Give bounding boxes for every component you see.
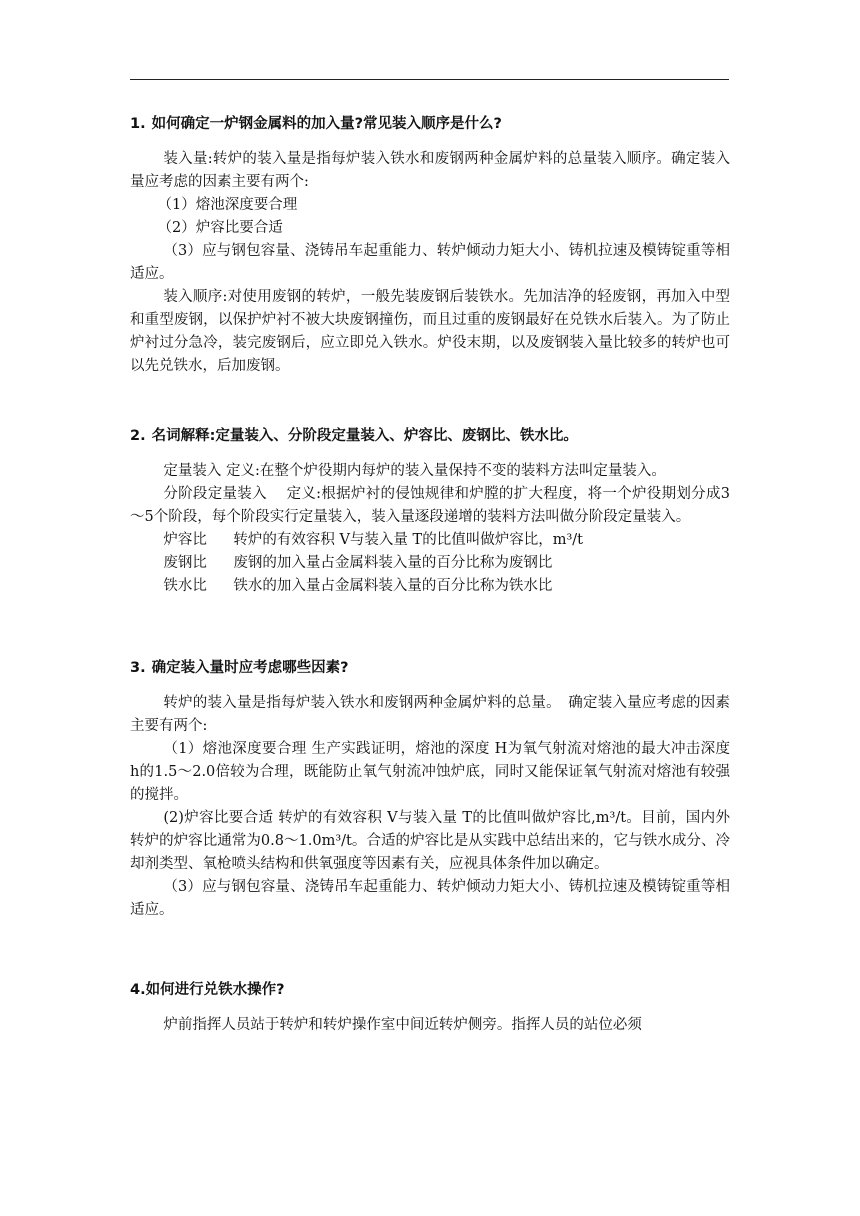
term-label: 铁水比 — [163, 578, 207, 594]
term-definition: 废钢的加入量占金属料装入量的百分比称为废钢比 — [233, 555, 553, 571]
question-1-heading — [130, 112, 730, 136]
question-3-title: 确定装入量时应考虑哪些因素? — [151, 660, 349, 676]
question-2-title: 名词解释:定量装入、分阶段定量装入、炉容比、废钢比、铁水比。 — [151, 428, 578, 444]
term-definition: 铁水的加入量占金属料装入量的百分比称为铁水比 — [233, 578, 553, 594]
q1-item-2: （2）炉容比要合适 — [157, 220, 283, 236]
q3-item-1: （1）熔池深度要合理 生产实践证明，熔池的深度 H为氧气射流对熔池的最大冲击深度 h的1.5～2.0倍较为合理，既能防止氧气射流冲蚀炉底，同时又能保证氧气射流对熔池有较强的搅拌。 — [130, 741, 730, 803]
q3-paragraph-intro: 转炉的装入量是指每炉装入铁水和废钢两种金属炉料的总量。 确定装入量应考虑的因素主要有两个: — [130, 695, 730, 734]
q1-paragraph-order: 装入顺序:对使用废钢的转炉，一般先装废钢后装铁水。先加洁净的轻废钢，再加入中型和重型废钢，以保护炉衬不被大块废钢撞伤，而且过重的废钢最好在兑铁水后装入。为了防止炉衬过分急冷，装完废钢后，应立即兑入铁水。炉役末期，以及废钢装入量比较多的转炉也可以先兑铁水，后加废钢。 — [130, 289, 730, 374]
q2-term-scrap-ratio — [130, 552, 730, 575]
q3-item-3: （3）应与钢包容量、浇铸吊车起重能力、转炉倾动力矩大小、铸机拉速及模铸锭重等相适应。 — [130, 879, 730, 918]
q4-paragraph: 炉前指挥人员站于转炉和转炉操作室中间近转炉侧旁。指挥人员的站位必须 — [163, 1017, 642, 1033]
header-rule — [130, 79, 729, 80]
q2-definition-staged-load: 分阶段定量装入 定义:根据炉衬的侵蚀规律和炉膛的扩大程度，将一个炉役期划分成3～5个阶段，每个阶段实行定量装入，装入量逐段递增的装料方法叫做分阶段定量装入。 — [130, 486, 730, 525]
question-3-number: 3. — [130, 660, 146, 676]
document-body — [130, 112, 730, 1037]
q3-item-2: (2)炉容比要合适 转炉的有效容积 V与装入量 T的比值叫做炉容比,m³/t。目前，国内外转炉的炉容比通常为0.8～1.0m³/t。合适的炉容比是从实践中总结出来的，它与铁水成分、冷却剂类型、氧枪喷头结构和供氧强度等因素有关，应视具体条件加以确定。 — [130, 810, 730, 872]
question-3-heading — [130, 656, 730, 680]
question-2-heading — [130, 424, 730, 448]
term-label: 炉容比 — [163, 532, 207, 548]
question-1-number: 1. — [130, 116, 146, 132]
q2-definition-fixed-load: 定量装入 定义:在整个炉役期内每炉的装入量保持不变的装料方法叫定量装入。 — [163, 463, 666, 479]
term-label: 废钢比 — [163, 555, 207, 571]
term-definition: 转炉的有效容积 V与装入量 T的比值叫做炉容比，m³/t — [233, 532, 583, 548]
q2-term-iron-ratio — [130, 575, 730, 598]
question-1-title: 如何确定一炉钢金属料的加入量?常见装入顺序是什么? — [151, 116, 502, 132]
q1-item-1: （1）熔池深度要合理 — [157, 197, 298, 213]
q2-term-furnace-ratio — [130, 529, 730, 552]
q1-item-3: （3）应与钢包容量、浇铸吊车起重能力、转炉倾动力矩大小、铸机拉速及模铸锭重等相适应。 — [130, 243, 730, 282]
question-4-heading: 4.如何进行兑铁水操作? — [130, 982, 285, 998]
q1-paragraph-load: 装入量:转炉的装入量是指每炉装入铁水和废钢两种金属炉料的总量装入顺序。确定装入量应考虑的因素主要有两个: — [130, 151, 730, 190]
question-2-number: 2. — [130, 428, 146, 444]
